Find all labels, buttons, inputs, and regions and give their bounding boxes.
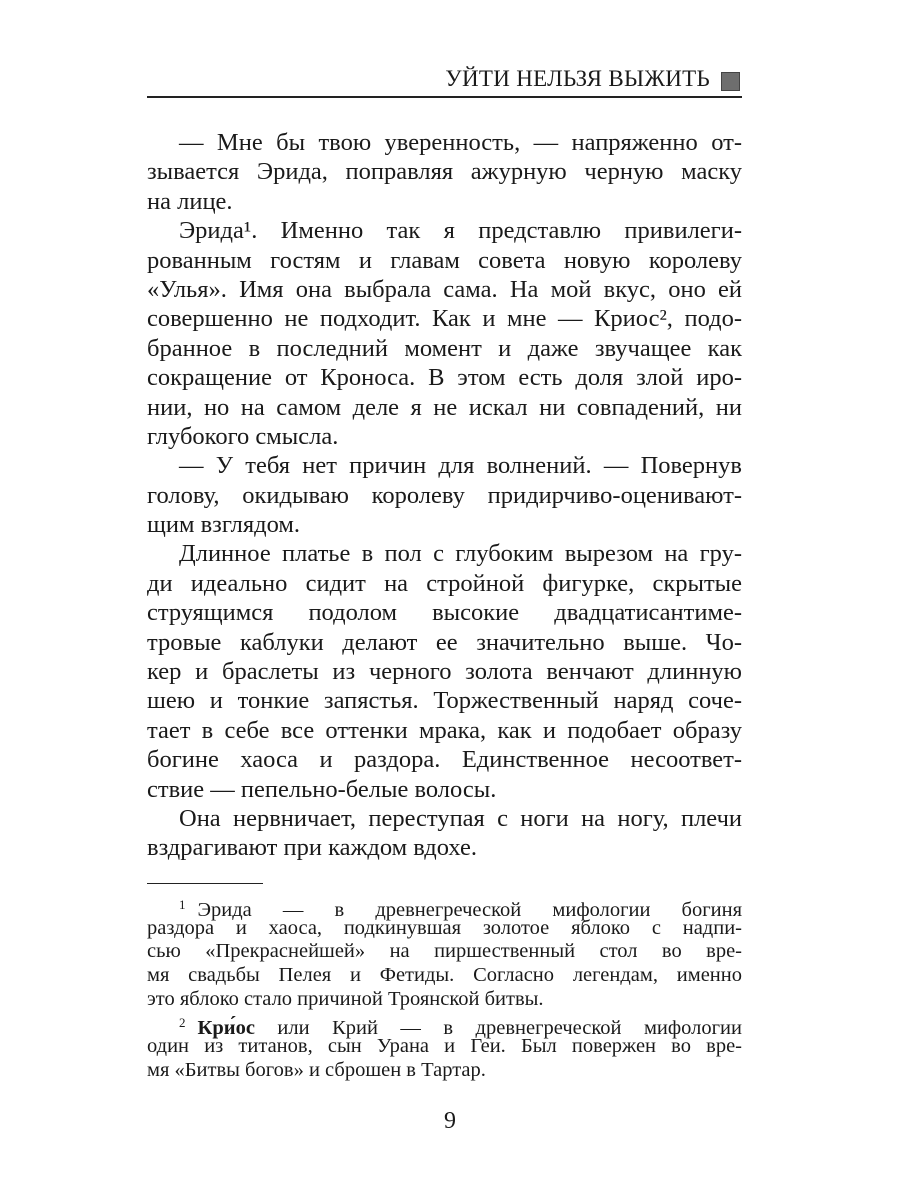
footnote-line <box>147 940 742 964</box>
footnote-divider <box>147 883 263 884</box>
text-line: тровые каблуки делают ее значительно выше. Чо- <box>147 628 742 656</box>
text-line: богине хаоса и раздора. Единственное несоответ- <box>147 746 742 774</box>
text-line: «Улья». Имя она выбрала сама. На мой вкус, оно ей <box>147 275 742 303</box>
footnote-marker: 1 <box>179 897 186 912</box>
footnote-line <box>147 964 742 988</box>
text-line: Длинное платье в пол с глубоким вырезом на гру- <box>179 540 742 568</box>
text-line: зывается Эрида, поправляя ажурную черную маску <box>147 158 742 186</box>
footnote-text: мя свадьбы Пелея и Фетиды. Согласно легендам, именно <box>147 964 742 987</box>
footnote-line <box>147 988 742 1012</box>
text-line: Эрида¹. Именно так я представлю привилеги- <box>179 217 742 245</box>
text-line: ствие — пепельно-белые волосы. <box>147 775 497 803</box>
text-line: бранное в последний момент и даже звучащее как <box>147 334 742 362</box>
footnote-line <box>147 1011 742 1040</box>
text-line: вздрагивают при каждом вдохе. <box>147 834 477 862</box>
page-number: 9 <box>444 1108 456 1134</box>
text-line: ди идеально сидит на стройной фигурке, скрытые <box>147 569 742 597</box>
text-line: — У тебя нет причин для волнений. — Повернув <box>179 452 742 480</box>
text-line: струящимся подолом высокие двадцатисантиме- <box>147 599 742 627</box>
footnote-text: сью «Прекраснейшей» на пиршественный стол во вре- <box>147 940 742 963</box>
footnote-line <box>147 893 742 921</box>
footnote-text: Эрида — в древнегреческой мифологии богиня <box>197 899 742 921</box>
footnote-line: один из титанов, сын Урана и Геи. Был повержен во вре- <box>147 1035 742 1058</box>
text-line: кер и браслеты из черного золота венчают длинную <box>147 658 742 686</box>
footnote-text: раздора и хаоса, подкинувшая золотое яблоко с надпи- <box>147 916 742 939</box>
footnote-text: или Крий — в древнегреческой мифологии <box>254 1017 742 1040</box>
text-line: — Мне бы твою уверенность, — напряженно от- <box>179 129 742 156</box>
footnote-2 <box>147 1011 742 1082</box>
footnote-text: это яблоко стало причиной Троянской битвы. <box>147 987 544 1010</box>
text-line: тает в себе все оттенки мрака, как и подобает образу <box>147 716 742 744</box>
footnote-1 <box>147 893 742 1011</box>
text-line: нии, но на самом деле я не искал ни совпадений, ни <box>147 393 742 421</box>
text-line: шею и тонкие запястья. Торжественный наряд соче- <box>147 687 742 715</box>
text-line: на лице. <box>147 187 233 215</box>
footnote-line <box>147 917 742 941</box>
text-line: щим взглядом. <box>147 511 301 539</box>
header-square-ornament <box>721 72 740 91</box>
body-text <box>147 128 742 863</box>
running-header-title: УЙТИ НЕЛЬЗЯ ВЫЖИТЬ <box>445 66 710 91</box>
text-line: сокращение от Кроноса. В этом есть доля злой иро- <box>147 364 742 392</box>
text-line: совершенно не подходит. Как и мне — Криос², подо- <box>147 305 742 333</box>
text-line: Она нервничает, переступая с ноги на ногу, плечи <box>179 804 742 832</box>
text-line: рованным гостям и главам совета новую королеву <box>147 246 742 274</box>
running-header <box>147 64 742 98</box>
footnote-term: Кри́ос <box>197 1017 255 1040</box>
footnotes <box>147 893 742 1083</box>
footnote-line: мя «Битвы богов» и сброшен в Тартар. <box>147 1058 486 1081</box>
text-line: глубокого смысла. <box>147 422 339 450</box>
footnote-marker: 2 <box>179 1015 186 1031</box>
text-line: голову, окидываю королеву придирчиво-оценивают- <box>147 481 742 509</box>
